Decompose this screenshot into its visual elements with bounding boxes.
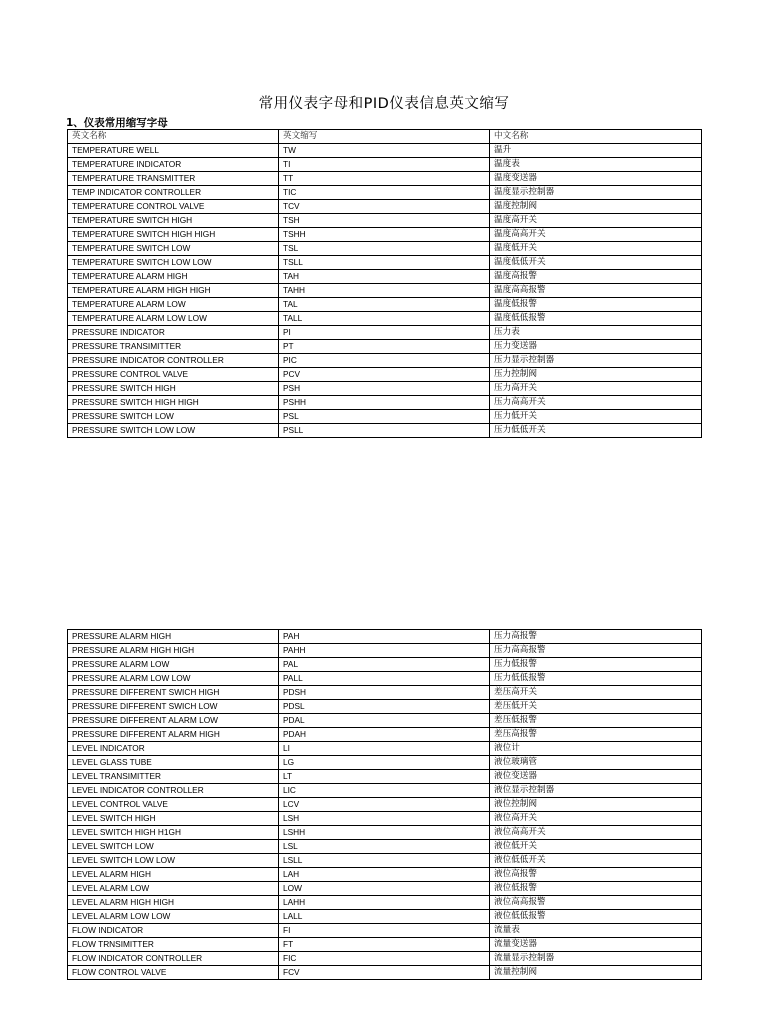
cell-chinese-name: 温度显示控制器	[490, 186, 702, 200]
cell-english-name: TEMPERATURE SWITCH LOW	[68, 242, 279, 256]
cell-abbreviation: LAHH	[279, 896, 490, 910]
cell-english-name: PRESSURE ALARM HIGH	[68, 630, 279, 644]
cell-english-name: TEMPERATURE WELL	[68, 144, 279, 158]
cell-chinese-name: 压力高报警	[490, 630, 702, 644]
cell-abbreviation: TSLL	[279, 256, 490, 270]
table-row	[68, 728, 702, 742]
cell-chinese-name: 温升	[490, 144, 702, 158]
cell-abbreviation: PDSH	[279, 686, 490, 700]
cell-chinese-name: 压力表	[490, 326, 702, 340]
cell-english-name: PRESSURE INDICATOR CONTROLLER	[68, 354, 279, 368]
table-row	[68, 312, 702, 326]
cell-chinese-name: 差压低报警	[490, 714, 702, 728]
table-row	[68, 368, 702, 382]
header-english-name: 英文名称	[68, 130, 279, 144]
cell-abbreviation: TSHH	[279, 228, 490, 242]
abbreviation-table-part-1	[67, 129, 702, 438]
cell-english-name: LEVEL ALARM LOW	[68, 882, 279, 896]
table-row	[68, 868, 702, 882]
cell-chinese-name: 温度控制阀	[490, 200, 702, 214]
table-row	[68, 854, 702, 868]
cell-chinese-name: 压力高高开关	[490, 396, 702, 410]
table-row	[68, 340, 702, 354]
header-chinese-name: 中文名称	[490, 130, 702, 144]
table-row	[68, 270, 702, 284]
table-row	[68, 644, 702, 658]
cell-abbreviation: FI	[279, 924, 490, 938]
table-row	[68, 298, 702, 312]
cell-english-name: FLOW INDICATOR	[68, 924, 279, 938]
cell-english-name: TEMPERATURE SWITCH LOW LOW	[68, 256, 279, 270]
cell-abbreviation: LCV	[279, 798, 490, 812]
cell-abbreviation: LG	[279, 756, 490, 770]
table-row	[68, 214, 702, 228]
table-row	[68, 924, 702, 938]
cell-english-name: LEVEL ALARM HIGH HIGH	[68, 896, 279, 910]
table-row	[68, 714, 702, 728]
cell-chinese-name: 液位高高报警	[490, 896, 702, 910]
cell-english-name: LEVEL SWITCH LOW	[68, 840, 279, 854]
table-row	[68, 410, 702, 424]
cell-abbreviation: FCV	[279, 966, 490, 980]
table-row	[68, 228, 702, 242]
cell-english-name: PRESSURE SWITCH HIGH	[68, 382, 279, 396]
cell-chinese-name: 温度高高开关	[490, 228, 702, 242]
cell-chinese-name: 液位控制阀	[490, 798, 702, 812]
table-row	[68, 756, 702, 770]
table-row	[68, 686, 702, 700]
cell-english-name: PRESSURE SWITCH LOW	[68, 410, 279, 424]
cell-english-name: LEVEL GLASS TUBE	[68, 756, 279, 770]
cell-chinese-name: 液位低开关	[490, 840, 702, 854]
cell-chinese-name: 液位高报警	[490, 868, 702, 882]
cell-english-name: LEVEL INDICATOR CONTROLLER	[68, 784, 279, 798]
cell-english-name: TEMPERATURE SWITCH HIGH	[68, 214, 279, 228]
cell-abbreviation: TAHH	[279, 284, 490, 298]
cell-abbreviation: PSHH	[279, 396, 490, 410]
cell-chinese-name: 差压高开关	[490, 686, 702, 700]
cell-chinese-name: 压力高高报警	[490, 644, 702, 658]
table-row	[68, 256, 702, 270]
abbreviation-table-part-2	[67, 629, 702, 980]
cell-chinese-name: 温度低低报警	[490, 312, 702, 326]
cell-english-name: LEVEL SWITCH HIGH H1GH	[68, 826, 279, 840]
cell-english-name: TEMPERATURE CONTROL VALVE	[68, 200, 279, 214]
cell-english-name: TEMP INDICATOR CONTROLLER	[68, 186, 279, 200]
cell-chinese-name: 液位高开关	[490, 812, 702, 826]
cell-chinese-name: 压力显示控制器	[490, 354, 702, 368]
cell-abbreviation: PI	[279, 326, 490, 340]
cell-abbreviation: PAL	[279, 658, 490, 672]
cell-abbreviation: LSHH	[279, 826, 490, 840]
table-row	[68, 354, 702, 368]
cell-chinese-name: 液位玻璃管	[490, 756, 702, 770]
cell-english-name: TEMPERATURE ALARM HIGH	[68, 270, 279, 284]
cell-chinese-name: 流量显示控制器	[490, 952, 702, 966]
header-abbreviation: 英文缩写	[279, 130, 490, 144]
cell-abbreviation: FT	[279, 938, 490, 952]
cell-abbreviation: LSLL	[279, 854, 490, 868]
cell-chinese-name: 压力高开关	[490, 382, 702, 396]
cell-english-name: PRESSURE DIFFERENT ALARM HIGH	[68, 728, 279, 742]
cell-abbreviation: PT	[279, 340, 490, 354]
cell-chinese-name: 差压高报警	[490, 728, 702, 742]
cell-abbreviation: LALL	[279, 910, 490, 924]
cell-chinese-name: 压力变送器	[490, 340, 702, 354]
cell-english-name: TEMPERATURE INDICATOR	[68, 158, 279, 172]
table-row	[68, 200, 702, 214]
table-row	[68, 186, 702, 200]
cell-abbreviation: PAH	[279, 630, 490, 644]
cell-abbreviation: PIC	[279, 354, 490, 368]
cell-english-name: FLOW CONTROL VALVE	[68, 966, 279, 980]
table-row	[68, 172, 702, 186]
cell-chinese-name: 温度低报警	[490, 298, 702, 312]
document-title: 常用仪表字母和PID仪表信息英文缩写	[258, 96, 510, 112]
cell-chinese-name: 液位低报警	[490, 882, 702, 896]
cell-abbreviation: LT	[279, 770, 490, 784]
table-row	[68, 326, 702, 340]
table-row	[68, 242, 702, 256]
cell-abbreviation: TI	[279, 158, 490, 172]
cell-chinese-name: 液位计	[490, 742, 702, 756]
cell-chinese-name: 差压低开关	[490, 700, 702, 714]
cell-abbreviation: PDSL	[279, 700, 490, 714]
table-row	[68, 630, 702, 644]
cell-english-name: PRESSURE DIFFERENT ALARM LOW	[68, 714, 279, 728]
cell-chinese-name: 压力低开关	[490, 410, 702, 424]
cell-english-name: PRESSURE SWITCH LOW LOW	[68, 424, 279, 438]
table-row	[68, 658, 702, 672]
cell-english-name: LEVEL ALARM HIGH	[68, 868, 279, 882]
table-row	[68, 424, 702, 438]
cell-abbreviation: LI	[279, 742, 490, 756]
cell-english-name: FLOW INDICATOR CONTROLLER	[68, 952, 279, 966]
cell-chinese-name: 温度低低开关	[490, 256, 702, 270]
table-row	[68, 742, 702, 756]
cell-english-name: LEVEL SWITCH HIGH	[68, 812, 279, 826]
cell-english-name: LEVEL INDICATOR	[68, 742, 279, 756]
table-row	[68, 144, 702, 158]
cell-english-name: PRESSURE ALARM LOW	[68, 658, 279, 672]
cell-abbreviation: TCV	[279, 200, 490, 214]
cell-abbreviation: PCV	[279, 368, 490, 382]
table-row	[68, 798, 702, 812]
table-header-row	[68, 130, 702, 144]
cell-chinese-name: 流量控制阀	[490, 966, 702, 980]
cell-abbreviation: LSH	[279, 812, 490, 826]
table-row	[68, 672, 702, 686]
cell-abbreviation: LSL	[279, 840, 490, 854]
cell-abbreviation: PSH	[279, 382, 490, 396]
table-row	[68, 812, 702, 826]
cell-abbreviation: PAHH	[279, 644, 490, 658]
cell-abbreviation: TAL	[279, 298, 490, 312]
cell-chinese-name: 温度低开关	[490, 242, 702, 256]
cell-chinese-name: 流量变送器	[490, 938, 702, 952]
table-row	[68, 770, 702, 784]
cell-chinese-name: 液位变送器	[490, 770, 702, 784]
cell-abbreviation: TT	[279, 172, 490, 186]
cell-chinese-name: 液位高高开关	[490, 826, 702, 840]
table-row	[68, 700, 702, 714]
table-row	[68, 382, 702, 396]
cell-abbreviation: TIC	[279, 186, 490, 200]
cell-english-name: FLOW TRNSIMITTER	[68, 938, 279, 952]
cell-chinese-name: 液位显示控制器	[490, 784, 702, 798]
cell-english-name: LEVEL TRANSIMITTER	[68, 770, 279, 784]
table-row	[68, 284, 702, 298]
cell-english-name: PRESSURE SWITCH HIGH HIGH	[68, 396, 279, 410]
cell-abbreviation: PDAL	[279, 714, 490, 728]
cell-abbreviation: PALL	[279, 672, 490, 686]
cell-chinese-name: 压力低报警	[490, 658, 702, 672]
cell-chinese-name: 温度变送器	[490, 172, 702, 186]
cell-chinese-name: 液位低低报警	[490, 910, 702, 924]
cell-english-name: LEVEL SWITCH LOW LOW	[68, 854, 279, 868]
cell-abbreviation: LOW	[279, 882, 490, 896]
cell-english-name: PRESSURE ALARM LOW LOW	[68, 672, 279, 686]
cell-english-name: PRESSURE TRANSIMITTER	[68, 340, 279, 354]
cell-abbreviation: TAH	[279, 270, 490, 284]
table-row	[68, 826, 702, 840]
cell-chinese-name: 压力控制阀	[490, 368, 702, 382]
cell-english-name: TEMPERATURE ALARM HIGH HIGH	[68, 284, 279, 298]
cell-abbreviation: TW	[279, 144, 490, 158]
table-row	[68, 896, 702, 910]
cell-chinese-name: 温度高高报警	[490, 284, 702, 298]
table-row	[68, 840, 702, 854]
cell-abbreviation: PDAH	[279, 728, 490, 742]
table-row	[68, 952, 702, 966]
table-row	[68, 784, 702, 798]
table-row	[68, 910, 702, 924]
cell-abbreviation: PSL	[279, 410, 490, 424]
cell-english-name: LEVEL CONTROL VALVE	[68, 798, 279, 812]
cell-english-name: PRESSURE DIFFERENT SWICH LOW	[68, 700, 279, 714]
cell-english-name: PRESSURE ALARM HIGH HIGH	[68, 644, 279, 658]
cell-chinese-name: 流量表	[490, 924, 702, 938]
cell-abbreviation: FIC	[279, 952, 490, 966]
cell-abbreviation: TSL	[279, 242, 490, 256]
cell-english-name: PRESSURE DIFFERENT SWICH HIGH	[68, 686, 279, 700]
table-row	[68, 396, 702, 410]
cell-abbreviation: PSLL	[279, 424, 490, 438]
cell-chinese-name: 压力低低报警	[490, 672, 702, 686]
cell-english-name: TEMPERATURE SWITCH HIGH HIGH	[68, 228, 279, 242]
cell-chinese-name: 温度高开关	[490, 214, 702, 228]
cell-english-name: LEVEL ALARM LOW LOW	[68, 910, 279, 924]
cell-abbreviation: LIC	[279, 784, 490, 798]
table-row	[68, 158, 702, 172]
cell-chinese-name: 温度高报警	[490, 270, 702, 284]
section-heading: 1、仪表常用缩写字母	[66, 117, 168, 129]
table-row	[68, 966, 702, 980]
cell-english-name: TEMPERATURE TRANSMITTER	[68, 172, 279, 186]
cell-chinese-name: 温度表	[490, 158, 702, 172]
cell-english-name: TEMPERATURE ALARM LOW	[68, 298, 279, 312]
cell-abbreviation: LAH	[279, 868, 490, 882]
cell-english-name: PRESSURE CONTROL VALVE	[68, 368, 279, 382]
cell-english-name: PRESSURE INDICATOR	[68, 326, 279, 340]
cell-abbreviation: TALL	[279, 312, 490, 326]
table-row	[68, 938, 702, 952]
cell-abbreviation: TSH	[279, 214, 490, 228]
table-row	[68, 882, 702, 896]
cell-chinese-name: 压力低低开关	[490, 424, 702, 438]
cell-chinese-name: 液位低低开关	[490, 854, 702, 868]
cell-english-name: TEMPERATURE ALARM LOW LOW	[68, 312, 279, 326]
